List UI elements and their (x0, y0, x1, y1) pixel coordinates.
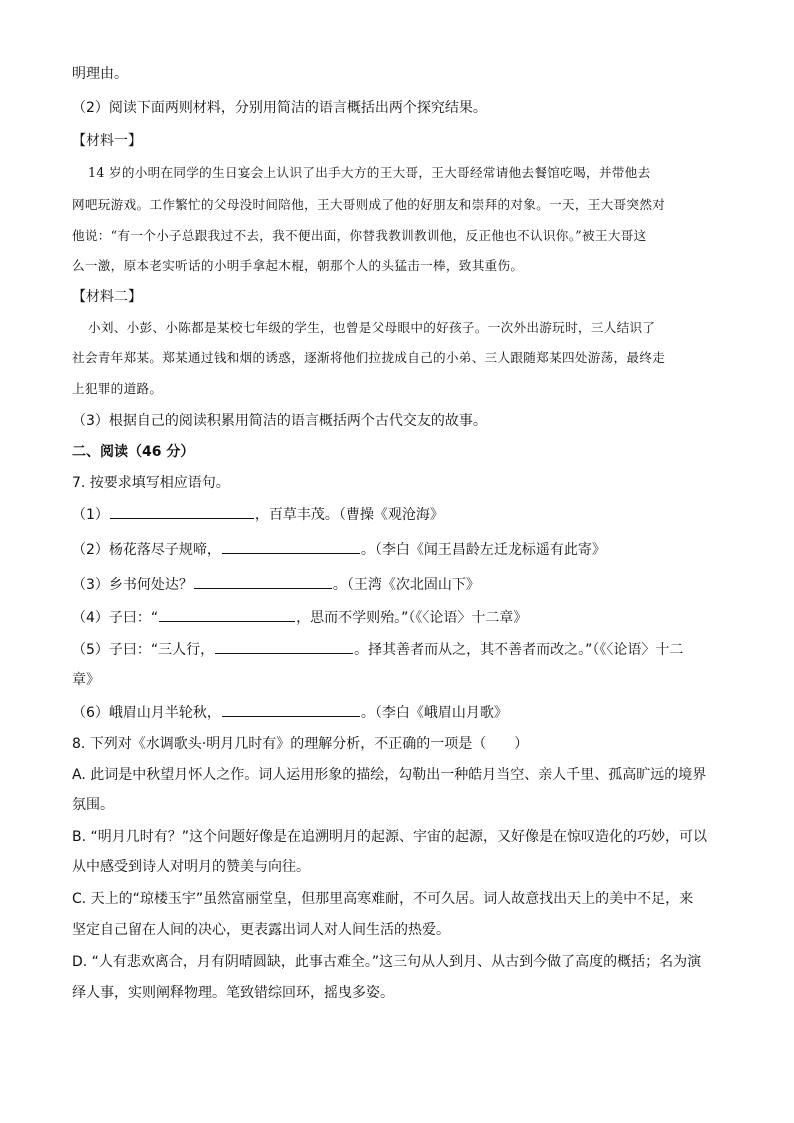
material-one-line: 么一激，原本老实听话的小明手拿起木棍，朝那个人的头猛击一棒，致其重伤。 (72, 258, 524, 273)
question-7-2 (72, 539, 606, 560)
q7-2-prefix: （2）杨花落尽子规啼， (72, 542, 221, 558)
q7-2-suffix: 。（李白《闻王昌龄左迁龙标遥有此寄》 (360, 542, 606, 558)
question-7-stem: 7. 按要求填写相应语句。 (72, 475, 230, 491)
section-heading: 二、阅读（46 分） (72, 444, 195, 460)
material-one-line: 他说：“有一个小子总跟我过不去，我不便出面，你替我教训教训他，反正他也不认识你。”被王大哥这 (72, 228, 647, 243)
answer-blank[interactable] (222, 702, 360, 717)
q7-6-prefix: （6）峨眉山月半轮秋， (72, 705, 221, 721)
material-two-line: 社会青年郑某。郑某通过钱和烟的诱惑，逐渐将他们拉拢成自己的小弟、三人跟随郑某四处游荡，最终走 (72, 350, 666, 365)
q7-3-suffix: 。（王湾《次北固山下》 (332, 577, 480, 593)
question-6-2: （2）阅读下面两则材料，分别用简洁的语言概括出两个探究结果。 (72, 100, 487, 116)
option-d-continued: 绎人事，实则阐释物理。笔致错综回环，摇曳多姿。 (72, 985, 394, 1001)
q7-5-prefix: （5）子曰：“三人行， (72, 642, 215, 658)
question-7-5-continued: 章》 (72, 672, 100, 688)
material-one-heading: 【材料一】 (72, 133, 142, 149)
answer-blank[interactable] (222, 539, 360, 554)
question-7-3 (72, 574, 480, 595)
question-6-3: （3）根据自己的阅读积累用简洁的语言概括两个古代交友的故事。 (72, 413, 487, 429)
option-b-continued: 从中感受到诗人对明月的赞美与向往。 (72, 859, 310, 875)
option-b: B. “明月几时有？”这个问题好像是在追溯明月的起源、宇宙的起源，又好像是在惊叹造化的巧妙，可以 (72, 829, 708, 845)
q7-5-suffix: 。择其善者而从之，其不善者而改之。”（《〈论语〉十二 (354, 642, 684, 658)
question-8-stem: 8. 下列对《水调歌头·明月几时有》的理解分析，不正确的一项是（ ） (72, 736, 529, 752)
q7-1-suffix: ，百草丰茂。（曹操《观沧海》 (254, 507, 444, 523)
q7-4-prefix: （4）子曰：“ (72, 610, 159, 626)
material-two-line: 上犯罪的道路。 (72, 381, 163, 396)
option-a: A. 此词是中秋望月怀人之作。词人运用形象的描绘，勾勒出一种皓月当空、亲人千里、孤高旷远的境界 (72, 767, 707, 783)
answer-blank[interactable] (110, 504, 254, 519)
text-line: 明理由。 (72, 66, 128, 82)
material-one-line: 网吧玩游戏。工作繁忙的父母没时间陪他，王大哥则成了他的好朋友和崇拜的对象。一天，王大哥突然对 (72, 197, 666, 212)
question-7-5 (72, 639, 683, 660)
option-c-continued: 坚定自己留在人间的决心，更表露出词人对人间生活的热爱。 (72, 922, 450, 938)
material-one-line: 14 岁的小明在同学的生日宴会上认识了出手大方的王大哥，王大哥经常请他去餐馆吃喝，并带他去 (88, 165, 651, 180)
material-two-heading: 【材料二】 (72, 289, 142, 305)
option-d: D. “人有悲欢离合，月有阴晴圆缺，此事古难全。”这三句从人到月、从古到今做了高度的概括；名为演 (72, 954, 702, 970)
option-c: C. 天上的“琼楼玉宇”虽然富丽堂皇，但那里高寒难耐，不可久居。词人故意找出天上的美中不足，来 (72, 891, 694, 907)
answer-blank[interactable] (159, 607, 295, 622)
q7-6-suffix: 。（李白《峨眉山月歌》 (360, 705, 508, 721)
question-7-6 (72, 702, 508, 723)
q7-3-prefix: （3）乡书何处达？ (72, 577, 193, 593)
q7-1-prefix: （1） (72, 507, 109, 523)
material-two-line: 小刘、小彭、小陈都是某校七年级的学生，也曾是父母眼中的好孩子。一次外出游玩时，三人结识了 (88, 320, 656, 335)
q7-4-suffix: ，思而不学则殆。”（《〈论语〉十二章》 (296, 610, 528, 626)
answer-blank[interactable] (215, 639, 353, 654)
question-7-1 (72, 504, 444, 525)
question-7-4 (72, 607, 527, 628)
answer-blank[interactable] (194, 574, 332, 589)
option-a-continued: 氛围。 (72, 797, 114, 813)
